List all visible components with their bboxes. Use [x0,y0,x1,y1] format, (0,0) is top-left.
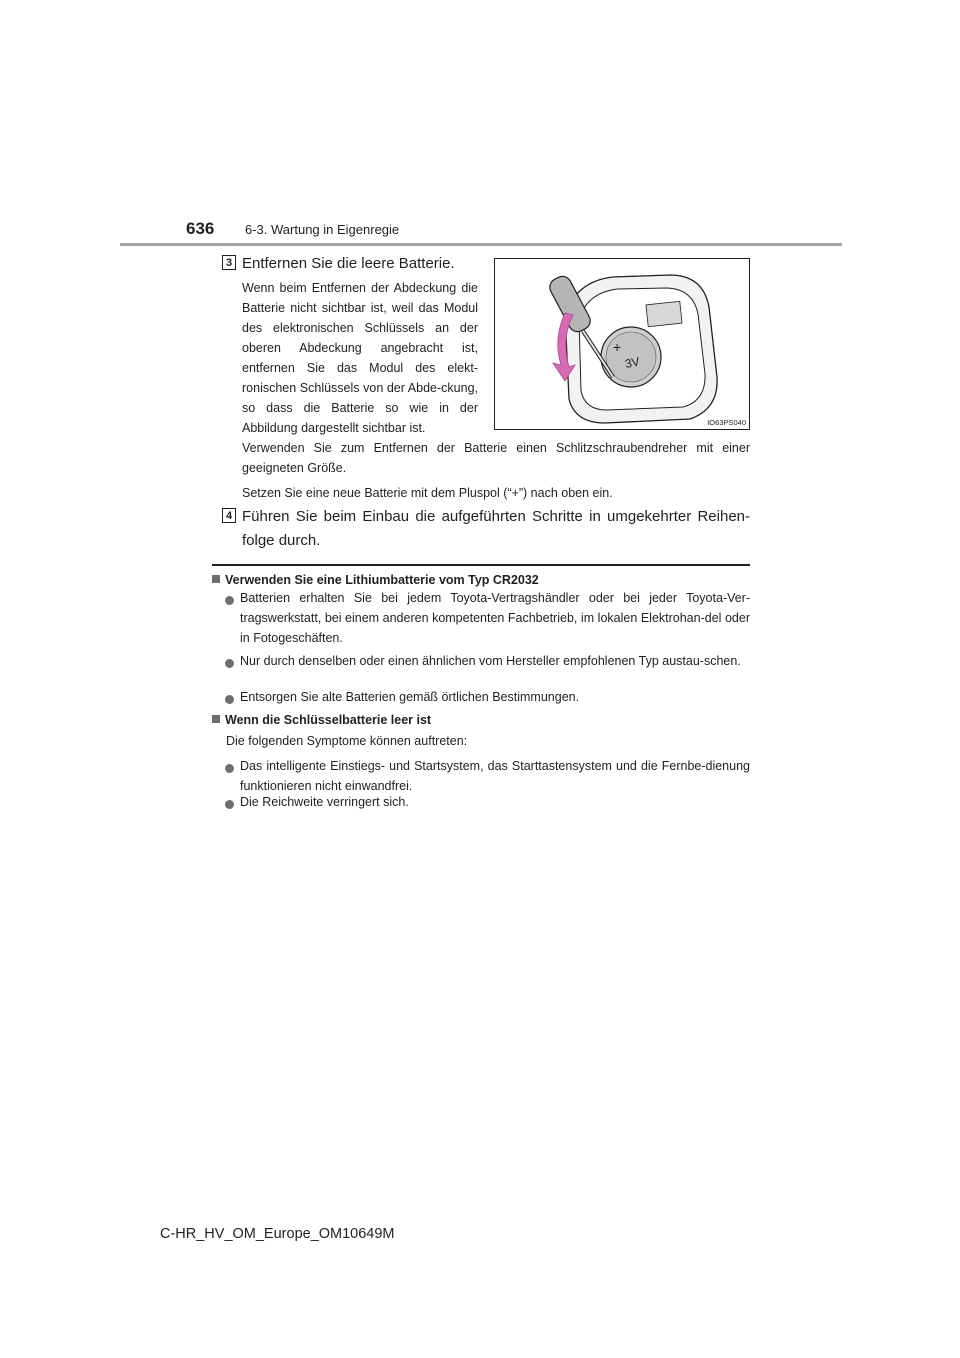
section-title: 6-3. Wartung in Eigenregie [245,222,400,237]
header-divider [120,243,842,246]
note-2-bullet-2: Die Reichweite verringert sich. [240,795,409,809]
step-4-number: 4 [222,508,236,523]
step-3-heading: Entfernen Sie die leere Batterie. [242,255,455,272]
note-1-bullet-1: Batterien erhalten Sie bei jedem Toyota-Vertragshändler oder bei jeder Toyota-Ver-tragswerkstatt, bei einem anderen kompetenten Fachbetrieb, im lokalen Elektrohan-del oder in Fotogeschäften. [240,591,750,645]
step-3-paragraph-3: Setzen Sie eine neue Batterie mit dem Pluspol (“+”) nach oben ein. [242,486,613,500]
key-fob-illustration [495,259,749,429]
square-bullet-icon [212,715,220,723]
note-1-title: Verwenden Sie eine Lithiumbatterie vom Typ CR2032 [212,571,539,589]
step-3-paragraph-2: Verwenden Sie zum Entfernen der Batterie einen Schlitzschraubendreher mit einer geeigneten Größe. [242,441,750,475]
note-2-bullet-1: Das intelligente Einstiegs- und Startsystem, das Starttastensystem und die Fernbe-dienung funktionieren nicht einwandfrei. [240,759,750,793]
note-1-bullet-3: Entsorgen Sie alte Batterien gemäß örtlichen Bestimmungen. [240,690,580,704]
note-2-intro: Die folgenden Symptome können auftreten: [226,734,468,748]
step-3-paragraph-1: Wenn beim Entfernen der Abdeckung die Batterie nicht sichtbar ist, weil das Modul des elektronischen Schlüssels an der oberen Abdeckung angebracht ist, entfernen Sie das Modul des elekt-ronischen Schlüssels von der Abde-ckung, so dass die Batterie so wie in der Abbildung dargestellt sichtbar ist. [242,281,478,435]
footer-doc-id: C-HR_HV_OM_Europe_OM10649M [160,1226,395,1242]
bullet-icon [225,695,234,704]
step-4-heading: Führen Sie beim Einbau die aufgeführten Schritte in umgekehrter Reihen-folge durch. [242,508,750,549]
bullet-icon [225,800,234,809]
note-1-bullet-2: Nur durch denselben oder einen ähnlichen vom Hersteller empfohlenen Typ austau-schen. [240,654,741,668]
battery-polarity-label: + [613,339,622,355]
page-number: 636 [186,219,215,238]
bullet-icon [225,596,234,605]
square-bullet-icon [212,575,220,583]
notes-divider [212,564,750,566]
step-3-number: 3 [222,255,236,270]
bullet-icon [225,659,234,668]
bullet-icon [225,764,234,773]
battery-removal-figure [494,258,750,430]
figure-code: IO63PS040 [707,418,746,427]
note-2-title: Wenn die Schlüsselbatterie leer ist [212,711,431,729]
battery-voltage-label: 3V [623,354,641,372]
